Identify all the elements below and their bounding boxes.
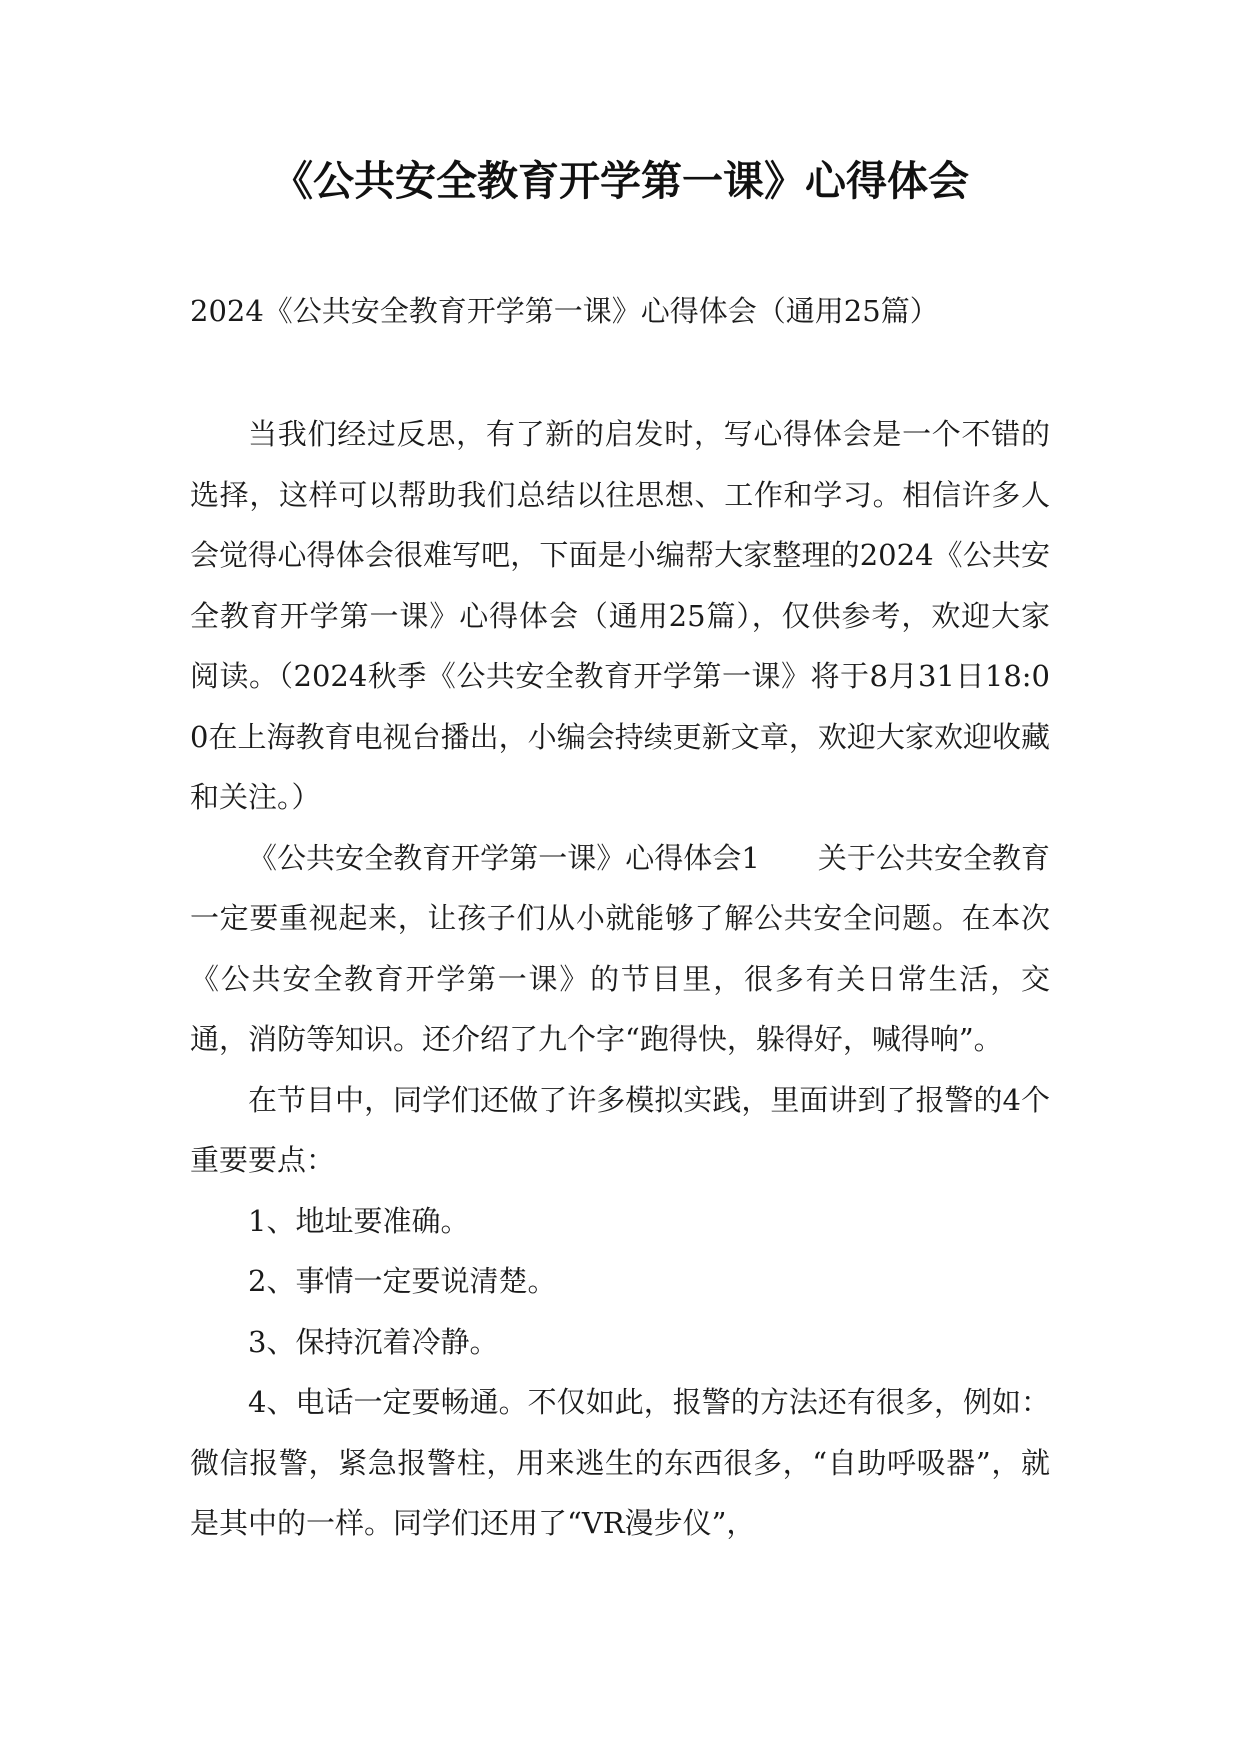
list-item-point-2: 2、事情一定要说清楚。 (248, 1264, 557, 1298)
paragraph-intro: 当我们经过反思，有了新的启发时，写心得体会是一个不错的选择，这样可以帮助我们总结以往思想、工作和学习。相信许多人会觉得心得体会很难写吧，下面是小编帮大家整理的2024《公共安全教育开学第一课》心得体会（通用25篇），仅供参考，欢迎大家阅读。（2024秋季《公共安全教育开学第一课》将于8月31日18:00在上海教育电视台播出，小编会持续更新文章，欢迎大家欢迎收藏和关注。） (190, 417, 1050, 814)
list-item-point-4: 4、电话一定要畅通。不仅如此，报警的方法还有很多，例如：微信报警，紧急报警柱，用来逃生的东西很多，“自助呼吸器”，就是其中的一样。同学们还用了“VR漫步仪”， (190, 1385, 1050, 1540)
paragraph-article-1: 《公共安全教育开学第一课》心得体会1 关于公共安全教育一定要重视起来，让孩子们从小就能够了解公共安全问题。在本次《公共安全教育开学第一课》的节目里，很多有关日常生活，交通，消防等知识。还介绍了九个字“跑得快，躲得好，喊得响”。 (190, 840, 1050, 1056)
document-subtitle: 2024《公共安全教育开学第一课》心得体会（通用25篇） (190, 294, 939, 328)
document-title: 《公共安全教育开学第一课》心得体会 (272, 157, 969, 205)
paragraph-alarm-points: 在节目中，同学们还做了许多模拟实践，里面讲到了报警的4个重要要点： (190, 1082, 1050, 1177)
list-item-point-1: 1、地址要准确。 (248, 1203, 470, 1238)
document-body (190, 404, 1050, 1554)
list-item-point-3: 3、保持沉着冷静。 (248, 1324, 499, 1359)
